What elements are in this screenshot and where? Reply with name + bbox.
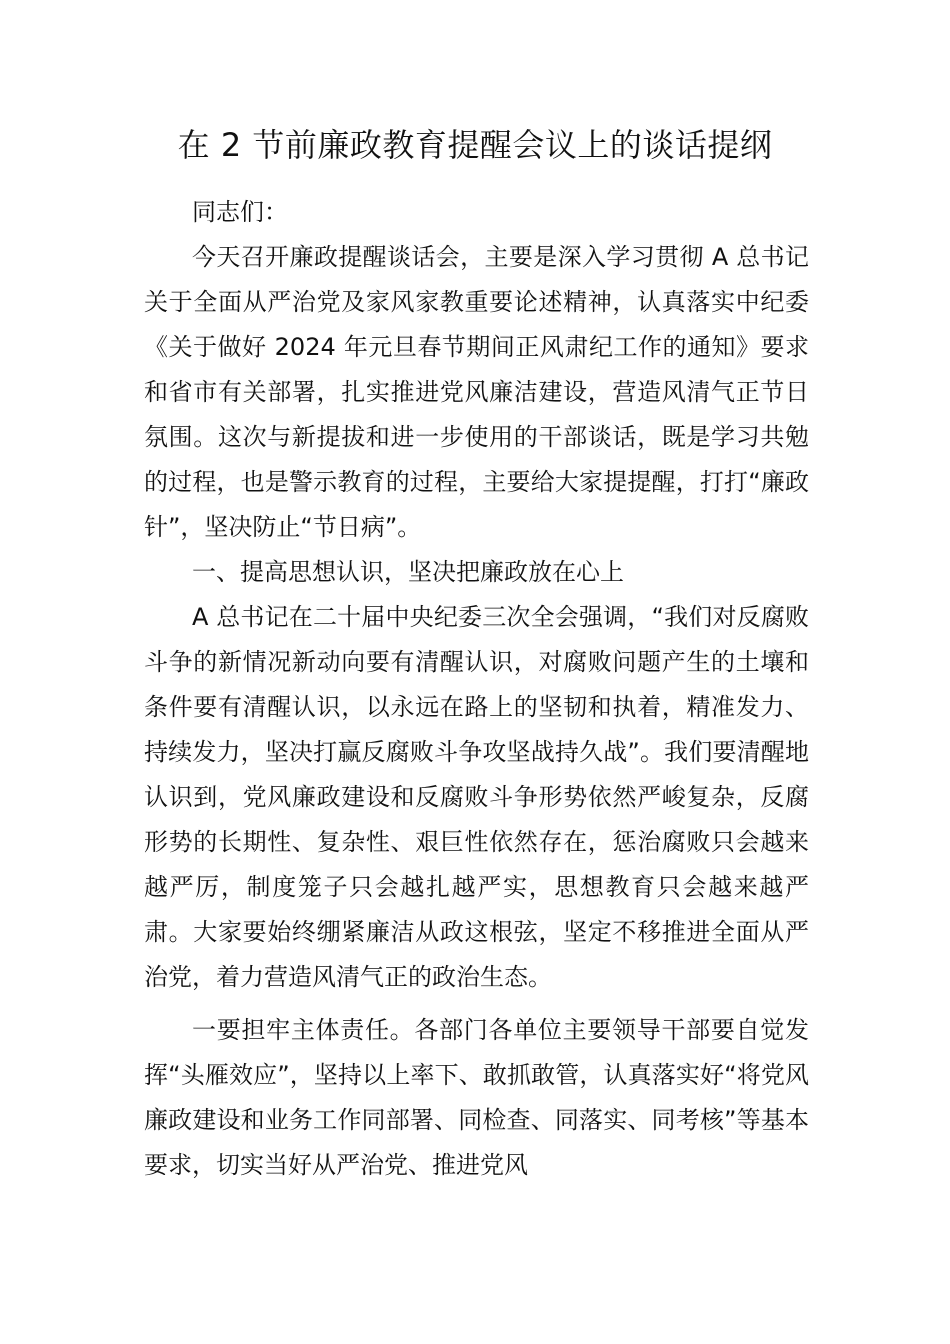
document-title: 在 2 节前廉政教育提醒会议上的谈话提纲 <box>177 126 773 164</box>
section-paragraph: A 总书记在二十届中央纪委三次全会强调，“我们对反腐败斗争的新情况新动向要有清醒认识，对腐败问题产生的土壤和条件要有清醒认识，以永远在路上的坚韧和执着，精准发力、持续发力，坚决打赢反腐败斗争攻坚战持久战”。我们要清醒地认识到，党风廉政建设和反腐败斗争形势依然严峻复杂，反腐形势的长期性、复杂性、艰巨性依然存在，惩治腐败只会越来越严厉，制度笼子只会越扎越严实，思想教育只会越来越严肃。大家要始终绷紧廉洁从政这根弦，坚定不移推进全面从严治党，着力营造风清气正的政治生态。 <box>144 603 809 991</box>
document-body <box>144 190 809 1188</box>
salutation: 同志们： <box>192 198 288 226</box>
section-heading: 一、提高思想认识，坚决把廉政放在心上 <box>192 558 624 586</box>
section-paragraph: 一要担牢主体责任。各部门各单位主要领导干部要自觉发挥“头雁效应”，坚持以上率下、敢抓敢管，认真落实好“将党风廉政建设和业务工作同部署、同检查、同落实、同考核”等基本要求，切实当好从严治党、推进党风 <box>144 1016 809 1179</box>
intro-paragraph: 今天召开廉政提醒谈话会，主要是深入学习贯彻 A 总书记关于全面从严治党及家风家教重要论述精神，认真落实中纪委《关于做好 2024 年元旦春节期间正风肃纪工作的通知》要求和省市有关部署，扎实推进党风廉洁建设，营造风清气正节日氛围。这次与新提拔和进一步使用的干部谈话，既是学习共勉的过程，也是警示教育的过程，主要给大家提提醒，打打“廉政针”，坚决防止“节日病”。 <box>144 243 809 541</box>
paragraph-gap <box>144 1000 809 1008</box>
